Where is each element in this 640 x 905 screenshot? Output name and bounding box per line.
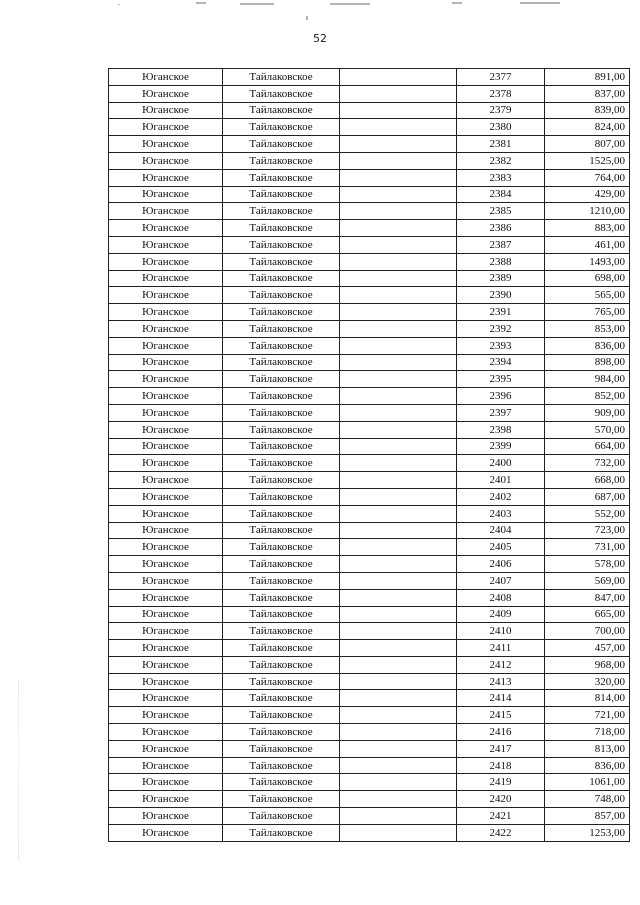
- cell-empty: [340, 539, 457, 556]
- cell-value: 1493,00: [545, 253, 630, 270]
- cell-number: 2387: [457, 236, 545, 253]
- cell-field: Юганское: [109, 152, 223, 169]
- cell-area: Тайлаковское: [223, 354, 340, 371]
- cell-value: 569,00: [545, 572, 630, 589]
- cell-area: Тайлаковское: [223, 791, 340, 808]
- cell-field: Юганское: [109, 421, 223, 438]
- cell-empty: [340, 656, 457, 673]
- cell-field: Юганское: [109, 186, 223, 203]
- cell-value: 984,00: [545, 371, 630, 388]
- cell-field: Юганское: [109, 623, 223, 640]
- page-number: 52: [313, 32, 327, 45]
- cell-area: Тайлаковское: [223, 152, 340, 169]
- table-row: [109, 354, 630, 371]
- cell-empty: [340, 740, 457, 757]
- cell-number: 2404: [457, 522, 545, 539]
- cell-field: Юганское: [109, 707, 223, 724]
- cell-value: 852,00: [545, 388, 630, 405]
- cell-empty: [340, 253, 457, 270]
- table-row: [109, 203, 630, 220]
- table-row: [109, 623, 630, 640]
- cell-area: Тайлаковское: [223, 556, 340, 573]
- table-row: [109, 606, 630, 623]
- cell-empty: [340, 673, 457, 690]
- cell-empty: [340, 455, 457, 472]
- cell-number: 2412: [457, 656, 545, 673]
- data-table: [108, 68, 630, 842]
- cell-value: 570,00: [545, 421, 630, 438]
- cell-value: 723,00: [545, 522, 630, 539]
- cell-number: 2415: [457, 707, 545, 724]
- table-row: [109, 69, 630, 86]
- table-row: [109, 253, 630, 270]
- table-row: [109, 757, 630, 774]
- cell-number: 2420: [457, 791, 545, 808]
- cell-area: Тайлаковское: [223, 169, 340, 186]
- cell-value: 687,00: [545, 488, 630, 505]
- cell-number: 2408: [457, 589, 545, 606]
- cell-empty: [340, 589, 457, 606]
- cell-area: Тайлаковское: [223, 774, 340, 791]
- cell-field: Юганское: [109, 774, 223, 791]
- cell-number: 2417: [457, 740, 545, 757]
- cell-area: Тайлаковское: [223, 690, 340, 707]
- cell-number: 2393: [457, 337, 545, 354]
- table-row: [109, 690, 630, 707]
- cell-field: Юганское: [109, 287, 223, 304]
- cell-area: Тайлаковское: [223, 85, 340, 102]
- cell-field: Юганское: [109, 740, 223, 757]
- cell-number: 2405: [457, 539, 545, 556]
- table-row: [109, 119, 630, 136]
- cell-field: Юганское: [109, 824, 223, 841]
- cell-area: Тайлаковское: [223, 186, 340, 203]
- cell-empty: [340, 337, 457, 354]
- cell-area: Тайлаковское: [223, 656, 340, 673]
- cell-field: Юганское: [109, 438, 223, 455]
- cell-empty: [340, 85, 457, 102]
- cell-value: 457,00: [545, 640, 630, 657]
- table-row: [109, 320, 630, 337]
- cell-number: 2411: [457, 640, 545, 657]
- table-row: [109, 371, 630, 388]
- cell-number: 2402: [457, 488, 545, 505]
- cell-empty: [340, 404, 457, 421]
- cell-empty: [340, 304, 457, 321]
- cell-field: Юганское: [109, 169, 223, 186]
- table-row: [109, 572, 630, 589]
- cell-value: 839,00: [545, 102, 630, 119]
- cell-field: Юганское: [109, 690, 223, 707]
- cell-value: 668,00: [545, 472, 630, 489]
- table-row: [109, 640, 630, 657]
- cell-value: 883,00: [545, 220, 630, 237]
- table-row: [109, 304, 630, 321]
- table-row: [109, 236, 630, 253]
- table-row: [109, 388, 630, 405]
- cell-empty: [340, 354, 457, 371]
- cell-value: 891,00: [545, 69, 630, 86]
- cell-area: Тайлаковское: [223, 472, 340, 489]
- cell-empty: [340, 388, 457, 405]
- table-row: [109, 774, 630, 791]
- cell-empty: [340, 136, 457, 153]
- cell-empty: [340, 556, 457, 573]
- cell-value: 807,00: [545, 136, 630, 153]
- cell-value: 857,00: [545, 808, 630, 825]
- cell-number: 2416: [457, 724, 545, 741]
- cell-field: Юганское: [109, 304, 223, 321]
- cell-empty: [340, 488, 457, 505]
- table-row: [109, 791, 630, 808]
- table-row: [109, 556, 630, 573]
- cell-field: Юганское: [109, 505, 223, 522]
- cell-empty: [340, 623, 457, 640]
- cell-empty: [340, 270, 457, 287]
- scan-edge-shadow: [18, 680, 19, 860]
- table-row: [109, 220, 630, 237]
- table-row: [109, 186, 630, 203]
- table-row: [109, 589, 630, 606]
- cell-area: Тайлаковское: [223, 824, 340, 841]
- cell-value: 813,00: [545, 740, 630, 757]
- cell-field: Юганское: [109, 455, 223, 472]
- cell-area: Тайлаковское: [223, 287, 340, 304]
- cell-value: 898,00: [545, 354, 630, 371]
- table-row: [109, 724, 630, 741]
- cell-value: 565,00: [545, 287, 630, 304]
- cell-area: Тайлаковское: [223, 337, 340, 354]
- table-row: [109, 455, 630, 472]
- cell-value: 732,00: [545, 455, 630, 472]
- cell-number: 2414: [457, 690, 545, 707]
- cell-empty: [340, 522, 457, 539]
- cell-value: 1210,00: [545, 203, 630, 220]
- cell-empty: [340, 824, 457, 841]
- cell-area: Тайлаковское: [223, 388, 340, 405]
- cell-empty: [340, 472, 457, 489]
- cell-value: 1061,00: [545, 774, 630, 791]
- cell-area: Тайлаковское: [223, 640, 340, 657]
- table-row: [109, 438, 630, 455]
- cell-area: Тайлаковское: [223, 421, 340, 438]
- cell-area: Тайлаковское: [223, 572, 340, 589]
- table-row: [109, 287, 630, 304]
- table-row: [109, 421, 630, 438]
- cell-empty: [340, 236, 457, 253]
- table-row: [109, 169, 630, 186]
- cell-area: Тайлаковское: [223, 438, 340, 455]
- cell-empty: [340, 505, 457, 522]
- table-row: [109, 808, 630, 825]
- cell-number: 2406: [457, 556, 545, 573]
- cell-value: 853,00: [545, 320, 630, 337]
- cell-number: 2383: [457, 169, 545, 186]
- cell-number: 2418: [457, 757, 545, 774]
- cell-field: Юганское: [109, 102, 223, 119]
- cell-value: 320,00: [545, 673, 630, 690]
- table-body: [109, 69, 630, 842]
- cell-number: 2389: [457, 270, 545, 287]
- cell-value: 552,00: [545, 505, 630, 522]
- cell-number: 2380: [457, 119, 545, 136]
- cell-value: 909,00: [545, 404, 630, 421]
- cell-area: Тайлаковское: [223, 320, 340, 337]
- table-row: [109, 472, 630, 489]
- cell-number: 2409: [457, 606, 545, 623]
- cell-number: 2384: [457, 186, 545, 203]
- cell-value: 718,00: [545, 724, 630, 741]
- cell-field: Юганское: [109, 472, 223, 489]
- cell-area: Тайлаковское: [223, 304, 340, 321]
- cell-field: Юганское: [109, 724, 223, 741]
- table-row: [109, 656, 630, 673]
- cell-field: Юганское: [109, 337, 223, 354]
- cell-field: Юганское: [109, 69, 223, 86]
- cell-area: Тайлаковское: [223, 119, 340, 136]
- cell-number: 2398: [457, 421, 545, 438]
- cell-area: Тайлаковское: [223, 203, 340, 220]
- cell-number: 2400: [457, 455, 545, 472]
- cell-number: 2388: [457, 253, 545, 270]
- table-row: [109, 673, 630, 690]
- cell-empty: [340, 203, 457, 220]
- cell-field: Юганское: [109, 808, 223, 825]
- cell-field: Юганское: [109, 388, 223, 405]
- cell-value: 847,00: [545, 589, 630, 606]
- cell-value: 836,00: [545, 337, 630, 354]
- cell-field: Юганское: [109, 404, 223, 421]
- table-row: [109, 337, 630, 354]
- table-row: [109, 404, 630, 421]
- cell-area: Тайлаковское: [223, 589, 340, 606]
- cell-area: Тайлаковское: [223, 724, 340, 741]
- cell-field: Юганское: [109, 320, 223, 337]
- cell-area: Тайлаковское: [223, 220, 340, 237]
- cell-field: Юганское: [109, 203, 223, 220]
- cell-area: Тайлаковское: [223, 488, 340, 505]
- cell-number: 2385: [457, 203, 545, 220]
- cell-field: Юганское: [109, 757, 223, 774]
- cell-number: 2413: [457, 673, 545, 690]
- cell-area: Тайлаковское: [223, 404, 340, 421]
- cell-area: Тайлаковское: [223, 455, 340, 472]
- cell-value: 429,00: [545, 186, 630, 203]
- cell-number: 2391: [457, 304, 545, 321]
- cell-number: 2396: [457, 388, 545, 405]
- table-row: [109, 270, 630, 287]
- cell-empty: [340, 320, 457, 337]
- cell-number: 2377: [457, 69, 545, 86]
- cell-empty: [340, 707, 457, 724]
- cell-number: 2381: [457, 136, 545, 153]
- cell-number: 2397: [457, 404, 545, 421]
- cell-field: Юганское: [109, 572, 223, 589]
- cell-field: Юганское: [109, 371, 223, 388]
- cell-field: Юганское: [109, 606, 223, 623]
- cell-area: Тайлаковское: [223, 522, 340, 539]
- cell-area: Тайлаковское: [223, 505, 340, 522]
- cell-area: Тайлаковское: [223, 808, 340, 825]
- cell-field: Юганское: [109, 488, 223, 505]
- cell-area: Тайлаковское: [223, 539, 340, 556]
- cell-field: Юганское: [109, 85, 223, 102]
- cell-empty: [340, 690, 457, 707]
- table-row: [109, 85, 630, 102]
- scan-artifacts: [0, 0, 640, 30]
- cell-empty: [340, 438, 457, 455]
- cell-empty: [340, 724, 457, 741]
- cell-empty: [340, 119, 457, 136]
- cell-number: 2392: [457, 320, 545, 337]
- cell-empty: [340, 572, 457, 589]
- cell-field: Юганское: [109, 673, 223, 690]
- cell-area: Тайлаковское: [223, 606, 340, 623]
- cell-value: 665,00: [545, 606, 630, 623]
- cell-value: 765,00: [545, 304, 630, 321]
- cell-number: 2401: [457, 472, 545, 489]
- cell-empty: [340, 169, 457, 186]
- cell-empty: [340, 186, 457, 203]
- cell-area: Тайлаковское: [223, 740, 340, 757]
- table-row: [109, 740, 630, 757]
- cell-empty: [340, 287, 457, 304]
- cell-empty: [340, 606, 457, 623]
- cell-value: 664,00: [545, 438, 630, 455]
- cell-field: Юганское: [109, 354, 223, 371]
- cell-field: Юганское: [109, 119, 223, 136]
- cell-number: 2386: [457, 220, 545, 237]
- cell-area: Тайлаковское: [223, 69, 340, 86]
- cell-field: Юганское: [109, 539, 223, 556]
- cell-value: 578,00: [545, 556, 630, 573]
- cell-area: Тайлаковское: [223, 757, 340, 774]
- cell-value: 721,00: [545, 707, 630, 724]
- cell-empty: [340, 421, 457, 438]
- cell-area: Тайлаковское: [223, 371, 340, 388]
- cell-number: 2410: [457, 623, 545, 640]
- cell-value: 698,00: [545, 270, 630, 287]
- cell-empty: [340, 640, 457, 657]
- table-row: [109, 707, 630, 724]
- table-row: [109, 488, 630, 505]
- table-row: [109, 522, 630, 539]
- cell-field: Юганское: [109, 522, 223, 539]
- cell-number: 2422: [457, 824, 545, 841]
- table-row: [109, 539, 630, 556]
- cell-value: 824,00: [545, 119, 630, 136]
- cell-number: 2421: [457, 808, 545, 825]
- cell-area: Тайлаковское: [223, 253, 340, 270]
- cell-field: Юганское: [109, 136, 223, 153]
- cell-field: Юганское: [109, 253, 223, 270]
- cell-empty: [340, 757, 457, 774]
- cell-empty: [340, 220, 457, 237]
- cell-area: Тайлаковское: [223, 623, 340, 640]
- cell-empty: [340, 152, 457, 169]
- cell-number: 2390: [457, 287, 545, 304]
- cell-field: Юганское: [109, 656, 223, 673]
- cell-number: 2419: [457, 774, 545, 791]
- cell-value: 764,00: [545, 169, 630, 186]
- table-row: [109, 505, 630, 522]
- cell-area: Тайлаковское: [223, 236, 340, 253]
- cell-field: Юганское: [109, 640, 223, 657]
- cell-field: Юганское: [109, 589, 223, 606]
- cell-empty: [340, 774, 457, 791]
- cell-area: Тайлаковское: [223, 102, 340, 119]
- cell-value: 968,00: [545, 656, 630, 673]
- cell-value: 1253,00: [545, 824, 630, 841]
- cell-value: 461,00: [545, 236, 630, 253]
- cell-field: Юганское: [109, 556, 223, 573]
- table-row: [109, 152, 630, 169]
- cell-number: 2394: [457, 354, 545, 371]
- cell-value: 837,00: [545, 85, 630, 102]
- cell-number: 2379: [457, 102, 545, 119]
- cell-value: 814,00: [545, 690, 630, 707]
- cell-number: 2403: [457, 505, 545, 522]
- cell-empty: [340, 102, 457, 119]
- cell-number: 2395: [457, 371, 545, 388]
- cell-field: Юганское: [109, 270, 223, 287]
- cell-value: 836,00: [545, 757, 630, 774]
- table-row: [109, 102, 630, 119]
- cell-field: Юганское: [109, 220, 223, 237]
- cell-field: Юганское: [109, 791, 223, 808]
- cell-empty: [340, 808, 457, 825]
- cell-number: 2407: [457, 572, 545, 589]
- cell-empty: [340, 371, 457, 388]
- cell-area: Тайлаковское: [223, 707, 340, 724]
- cell-value: 1525,00: [545, 152, 630, 169]
- cell-empty: [340, 791, 457, 808]
- cell-value: 731,00: [545, 539, 630, 556]
- cell-area: Тайлаковское: [223, 136, 340, 153]
- table-row: [109, 136, 630, 153]
- cell-number: 2378: [457, 85, 545, 102]
- cell-value: 748,00: [545, 791, 630, 808]
- cell-field: Юганское: [109, 236, 223, 253]
- cell-value: 700,00: [545, 623, 630, 640]
- cell-number: 2382: [457, 152, 545, 169]
- cell-area: Тайлаковское: [223, 270, 340, 287]
- cell-area: Тайлаковское: [223, 673, 340, 690]
- cell-empty: [340, 69, 457, 86]
- table-row: [109, 824, 630, 841]
- cell-number: 2399: [457, 438, 545, 455]
